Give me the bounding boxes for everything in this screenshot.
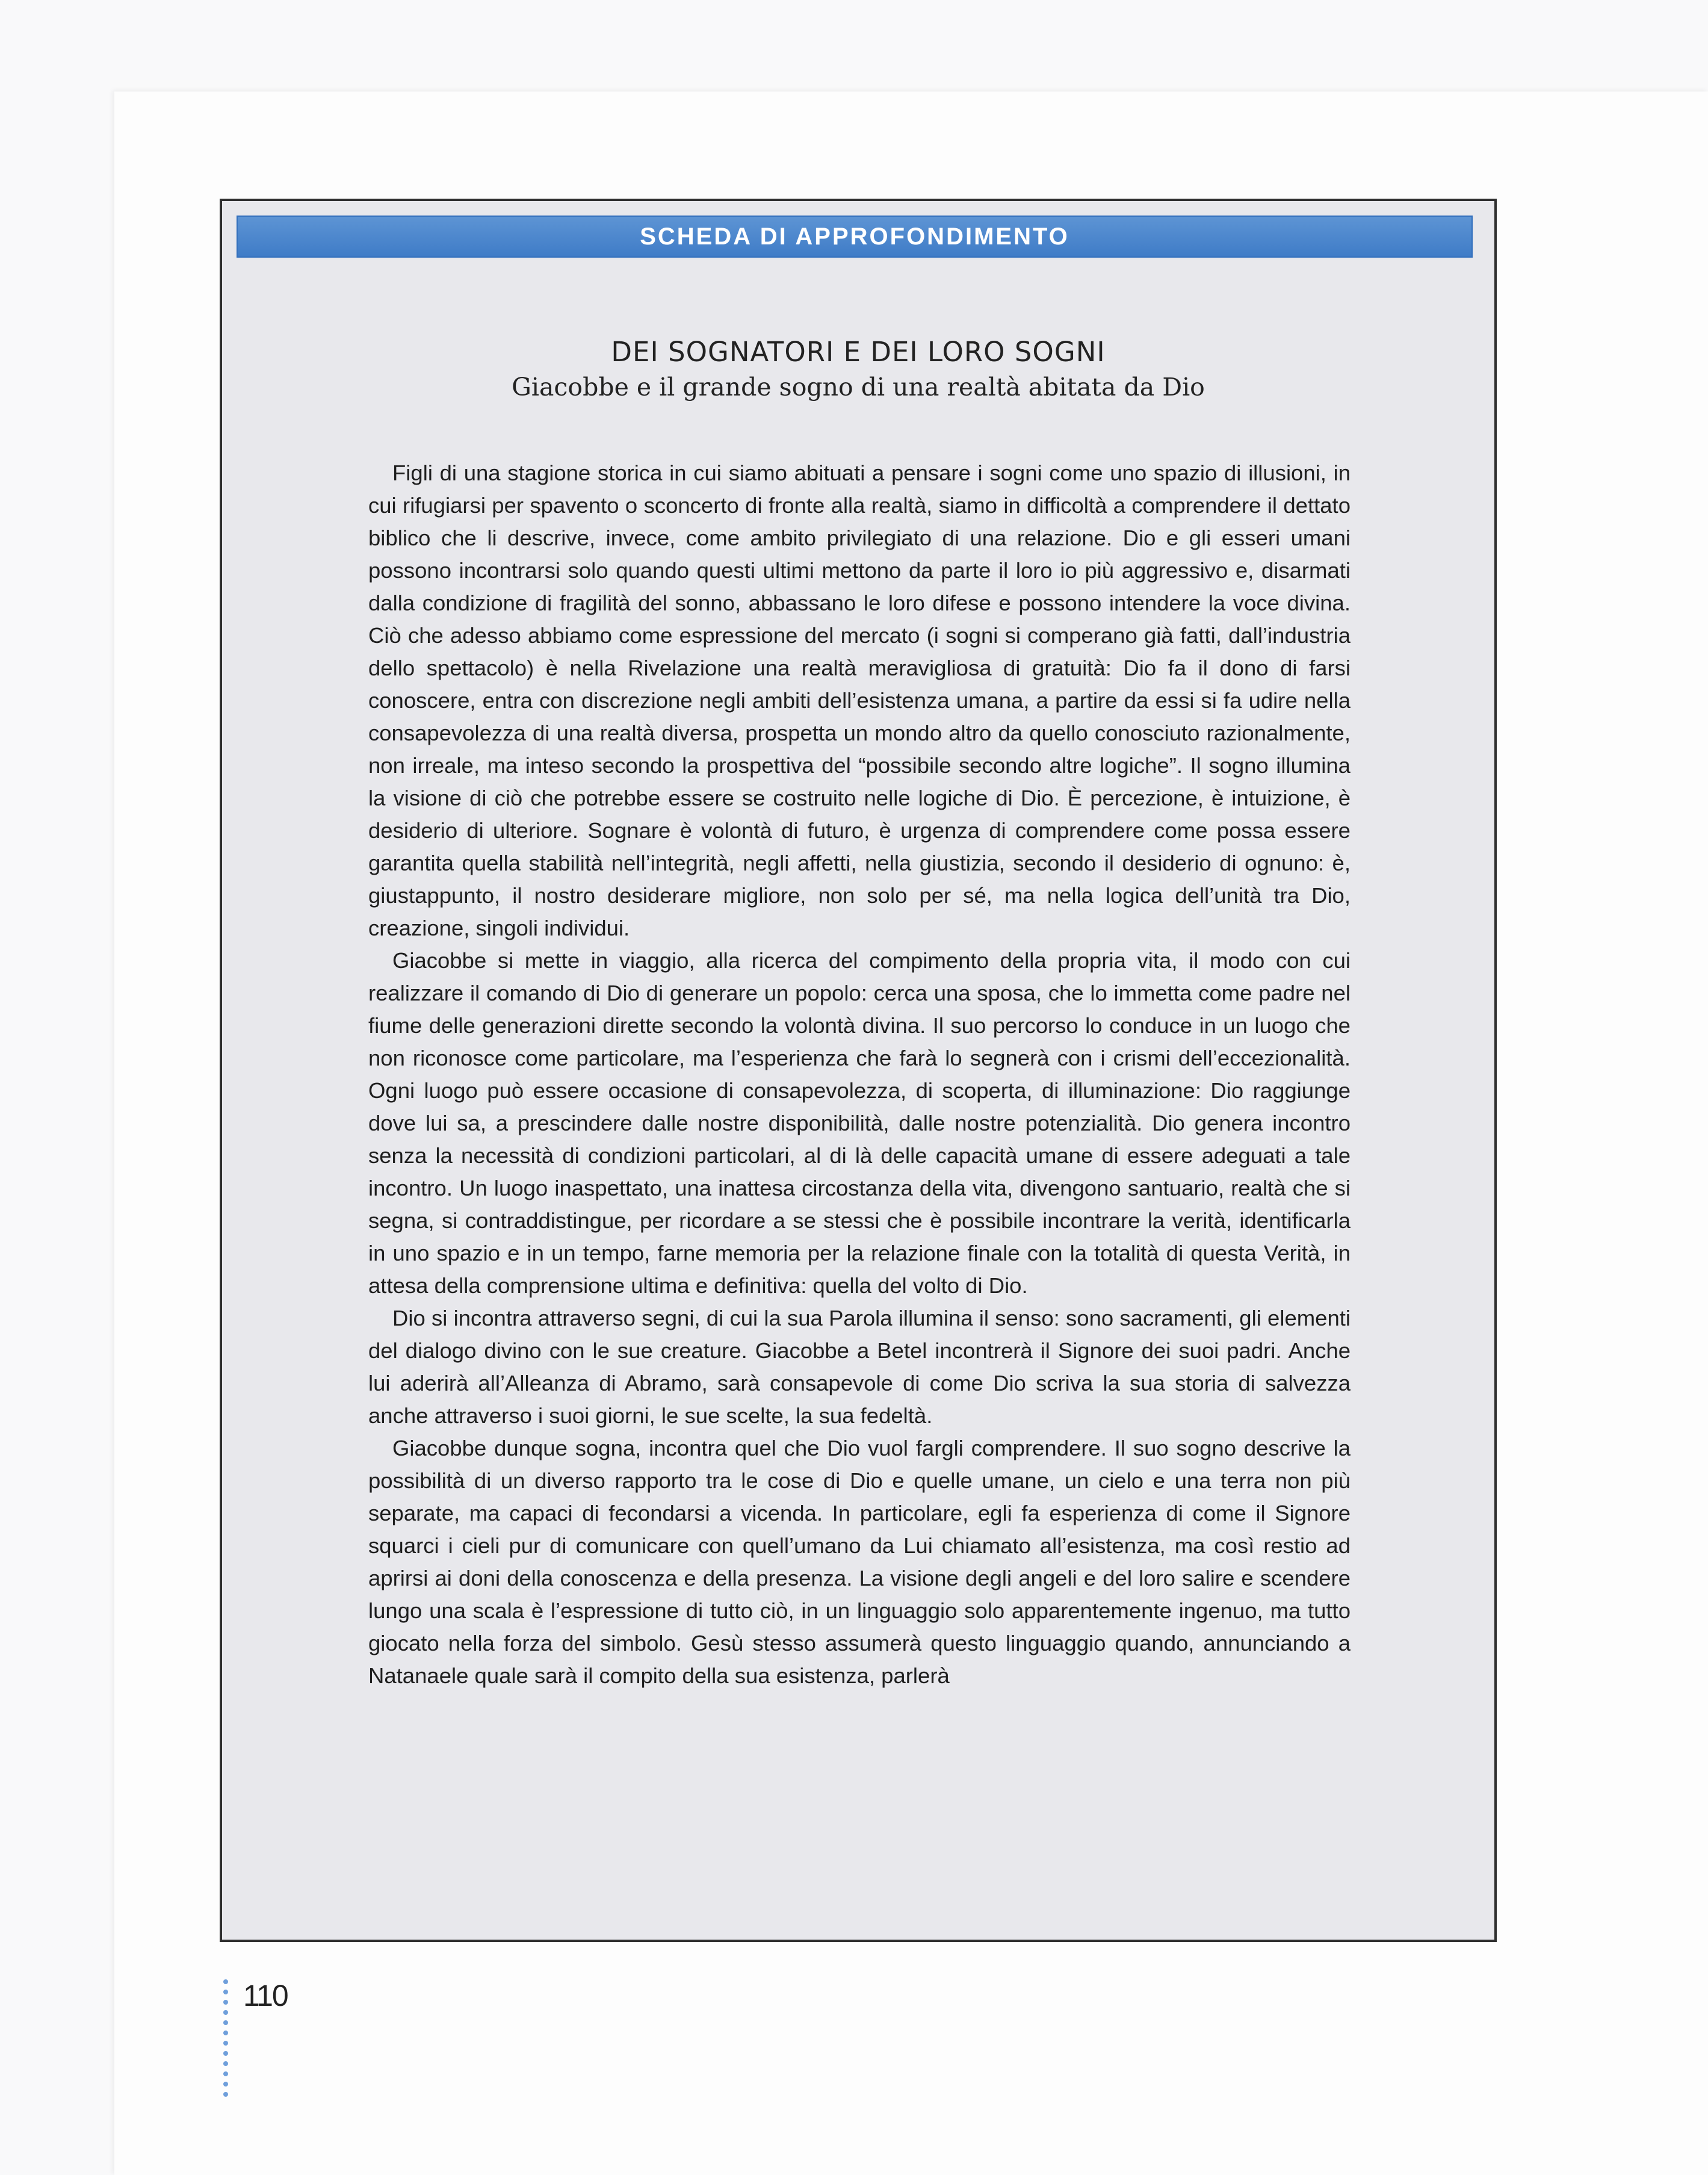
article-title: DEI SOGNATORI E DEI LORO SOGNI [611,336,1106,368]
paragraph: Giacobbe dunque sogna, incontra quel che Dio vuol fargli comprendere. Il suo sogno descrive la possibilità di un diverso rapporto tra le cose di Dio e quelle umane, un cielo e una terra non più separate, ma capaci di fecondarsi a vicenda. In particolare, egli fa esperienza di come il Signore squarci i cieli pur di comunicare con quell’umano da Lui chiamato all’esistenza, ma così restio ad aprirsi ai doni della conoscenza e della presenza. La visione degli angeli e del loro salire e scendere lungo una scala è l’espressione di tutto ciò, in un linguaggio solo apparentemente ingenuo, ma tutto giocato nella forza del simbolo. Gesù stesso assumerà questo linguaggio quando, annunciando a Natanaele quale sarà il compito della sua esistenza, parlerà [368,1436,1351,1688]
paragraph: Dio si incontra attraverso segni, di cui la sua Parola illumina il senso: sono sacramenti, gli elementi del dialogo divino con le sue creature. Giacobbe a Betel incontrerà il Signore dei suoi padri. Anche lui aderirà all’Alleanza di Abramo, sarà consapevole di come Dio scriva la sua storia di salvezza anche attraverso i suoi giorni, le sue scelte, la sua fedeltà. [368,1306,1351,1428]
page-dots-ornament [223,1979,228,2102]
section-banner: SCHEDA DI APPROFONDIMENTO [237,216,1473,258]
paragraph: Giacobbe si mette in viaggio, alla ricerca del compimento della propria vita, il modo con cui realizzare il comando di Dio di generare un popolo: cerca una sposa, che lo immetta come padre nel fiume delle generazioni dirette secondo la volontà divina. Il suo percorso lo conduce in un luogo che non riconosce come particolare, ma l’esperienza che farà lo segnerà con i crismi dell’eccezionalità. Ogni luogo può essere occasione di consapevolezza, di scoperta, di illuminazione: Dio raggiunge dove lui sa, a prescindere dalle nostre disponibilità, dalle nostre potenzialità. Dio genera incontro senza la necessità di condizioni particolari, al di là delle capacità umane di essere adeguati a tale incontro. Un luogo inaspettato, una inattesa circostanza della vita, divengono santuario, realtà che si segna, si contraddistingue, per ricordare a se stessi che è possibile incontrare la verità, identificarla in uno spazio e in un tempo, farne memoria per la relazione finale con la totalità di questa Verità, in attesa della comprensione ultima e definitiva: quella del volto di Dio. [368,948,1351,1298]
paragraph: Figli di una stagione storica in cui siamo abituati a pensare i sogni come uno spazio di illusioni, in cui rifugiarsi per spavento o sconcerto di fronte alla realtà, siamo in difficoltà a comprendere il dettato biblico che li descrive, invece, come ambito privilegiato di una relazione. Dio e gli esseri umani possono incontrarsi solo quando questi ultimi mettono da parte il loro io più aggressivo e, disarmati dalla condizione di fragilità del sonno, abbassano le loro difese e possono intendere la voce divina. Ciò che adesso abbiamo come espressione del mercato (i sogni si comperano già fatti, dall’industria dello spettacolo) è nella Rivelazione una realtà meravigliosa di gratuità: Dio fa il dono di farsi conoscere, entra con discrezione negli ambiti dell’esistenza umana, a partire da essi si fa udire nella consapevolezza di una realtà diversa, prospetta un mondo altro da quello conosciuto razionalmente, non irreale, ma inteso secondo la prospettiva del “possibile secondo altre logiche”. Il sogno illumina la visione di ciò che potrebbe essere se costruito nelle logiche di Dio. È percezione, è intuizione, è desiderio di ulteriore. Sognare è volontà di futuro, è urgenza di comprendere come possa essere garantita quella stabilità nell’integrità, negli affetti, nella giustizia, secondo il desiderio di ognuno: è, giustappunto, il nostro desiderare migliore, non solo per sé, ma nella logica dell’unità tra Dio, creazione, singoli individui. [368,461,1351,940]
insight-box [220,199,1497,1942]
article-body [368,457,1351,1692]
article-subtitle: Giacobbe e il grande sogno di una realtà abitata da Dio [512,373,1205,402]
page-number: 110 [243,1979,288,2012]
